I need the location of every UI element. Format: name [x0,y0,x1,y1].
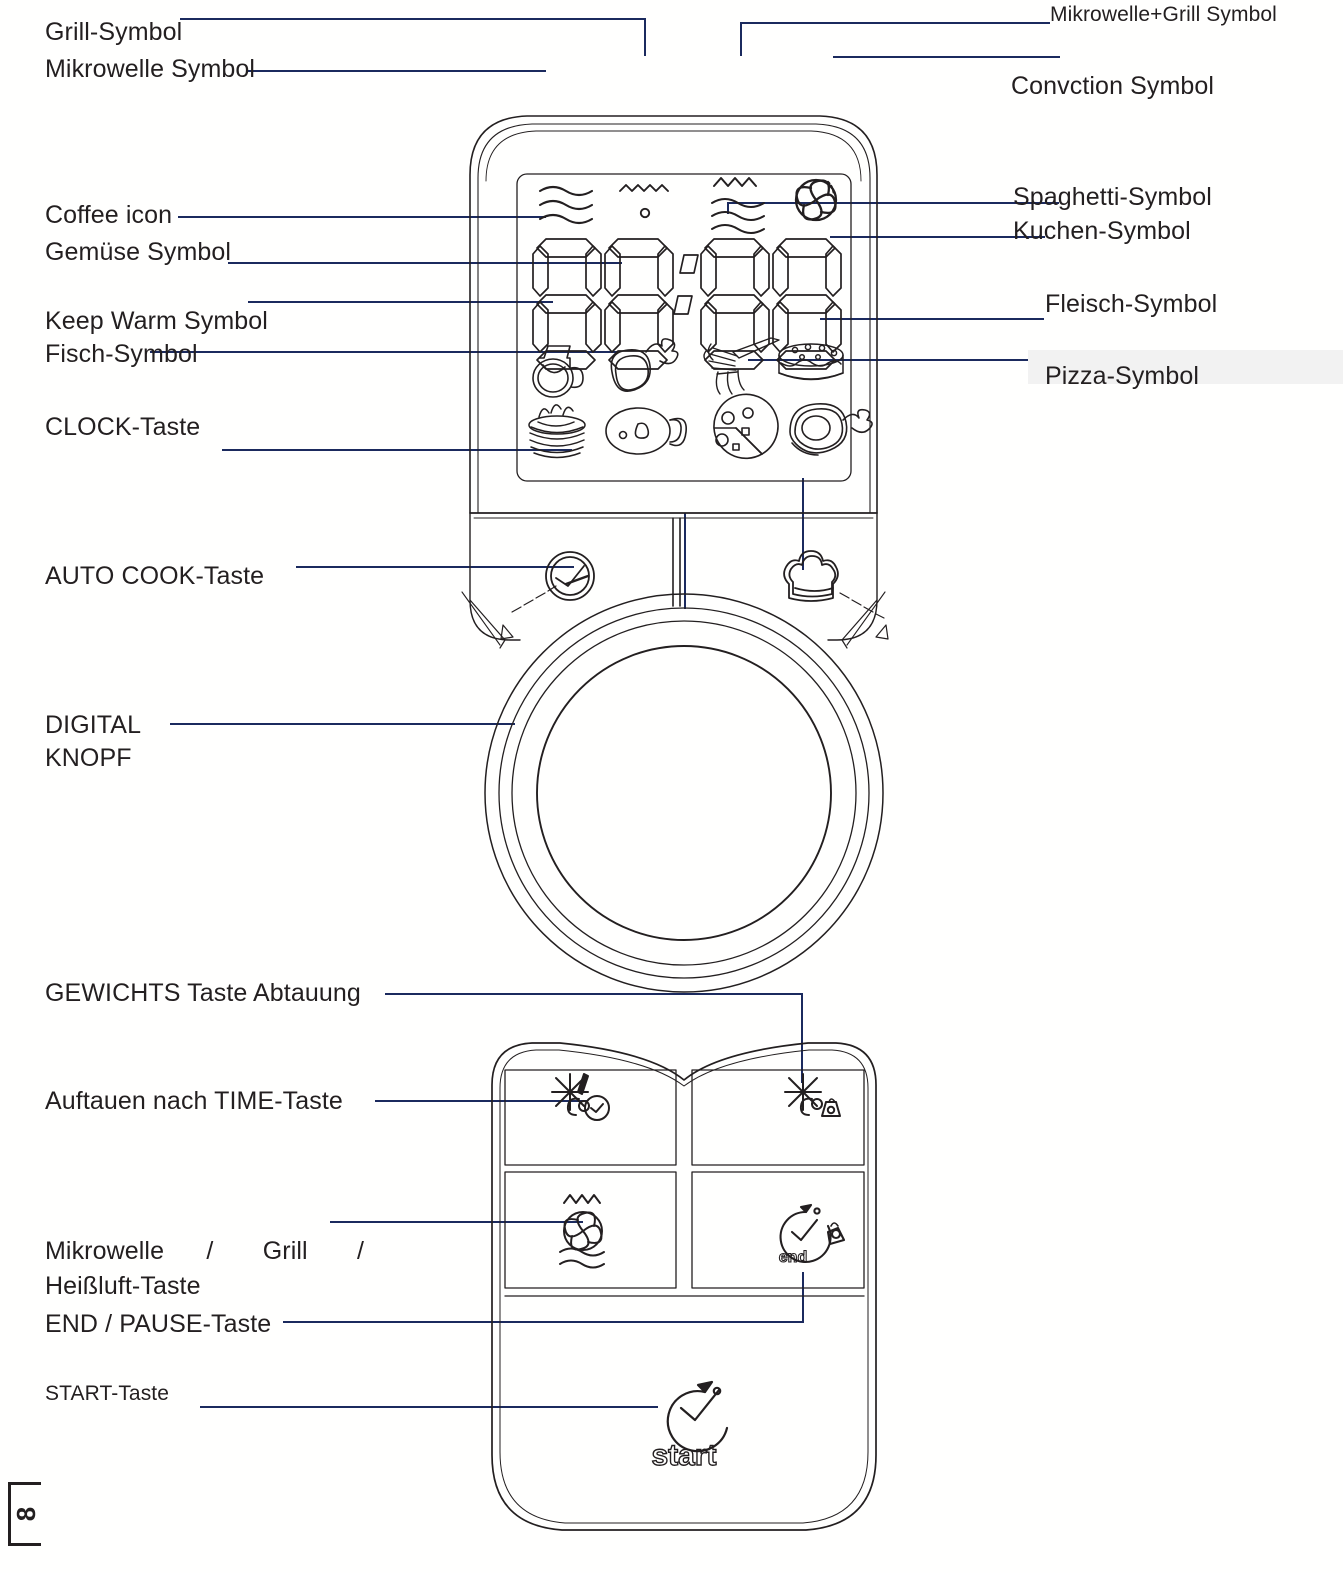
label-digital-knopf-line1: DIGITAL [45,711,142,739]
label-auftauen-nach-time-taste: Auftauen nach TIME-Taste [45,1087,343,1115]
fish-icon [606,408,686,454]
digital-knob-face [537,646,831,940]
convection-fan-icon [796,180,836,220]
segment-digit-1 [533,239,601,369]
coffee-pot-icon [533,346,583,397]
label-end-pause-taste: END / PAUSE-Taste [45,1310,272,1338]
pizza-icon [714,394,778,458]
snowflake-clock-icon [552,1074,609,1120]
wing-dots [512,586,884,618]
digital-knob-ring-3 [512,621,856,965]
keep-warm-plates-icon [529,405,585,458]
label-auto-cook-taste: AUTO COOK-Taste [45,562,265,590]
digital-knob-ring-outer [485,594,883,992]
label-coffee-icon: Coffee icon [45,201,173,229]
segment-digit-2 [605,239,673,369]
label-convection-symbol: Convction Symbol [1011,72,1215,100]
label-kuchen-symbol: Kuchen-Symbol [1013,217,1191,245]
label-mikrowelle-grill-heissluft-line1: Mikrowelle / Grill / [45,1237,365,1265]
microwave-grill-convection-cell [505,1172,676,1288]
snowflake-weight-icon [785,1074,840,1116]
chef-hat-icon [784,551,838,601]
page-number [8,1482,41,1546]
microwave-waves-icon [540,187,592,223]
label-start-taste: START-Taste [45,1382,170,1405]
label-digital-knopf-line2: KNOPF [45,744,132,772]
grill-icon [620,185,668,217]
segment-colon [674,255,698,314]
page-number-value: 8 [11,1506,41,1522]
label-mikrowelle-grill-symbol: Mikrowelle+Grill Symbol [1050,3,1277,26]
clock-icon [546,552,594,600]
label-keep-warm-symbol: Keep Warm Symbol [45,307,268,335]
label-grill-symbol: Grill-Symbol [45,18,183,46]
meat-icon [790,404,872,455]
right-wing-tip [876,625,888,639]
start-button-caption: start [651,1439,717,1472]
seven-segment-display [533,239,841,369]
end-button-caption: end [778,1249,808,1266]
vegetable-icon [611,339,677,391]
label-fisch-symbol: Fisch-Symbol [45,340,198,368]
microwave-grill-combo-icon [712,178,764,233]
label-spaghetti-symbol: Spaghetti-Symbol [1013,183,1212,211]
microwave-convection-icon [560,1195,604,1268]
label-gewichts-taste-abtauung: GEWICHTS Taste Abtauung [45,979,361,1007]
label-fleisch-symbol: Fleisch-Symbol [1045,290,1218,318]
digital-knob-ring-2 [499,608,869,978]
defrost-by-weight-cell [692,1070,864,1165]
label-pizza-symbol: Pizza-Symbol [1045,362,1200,390]
label-gemuese-symbol: Gemüse Symbol [45,238,232,266]
label-clock-taste: CLOCK-Taste [45,413,201,441]
label-mikrowelle-symbol: Mikrowelle Symbol [45,55,256,83]
label-mikrowelle-grill-heissluft-line2: Heißluft-Taste [45,1272,201,1300]
mid-strip-left [470,513,520,640]
